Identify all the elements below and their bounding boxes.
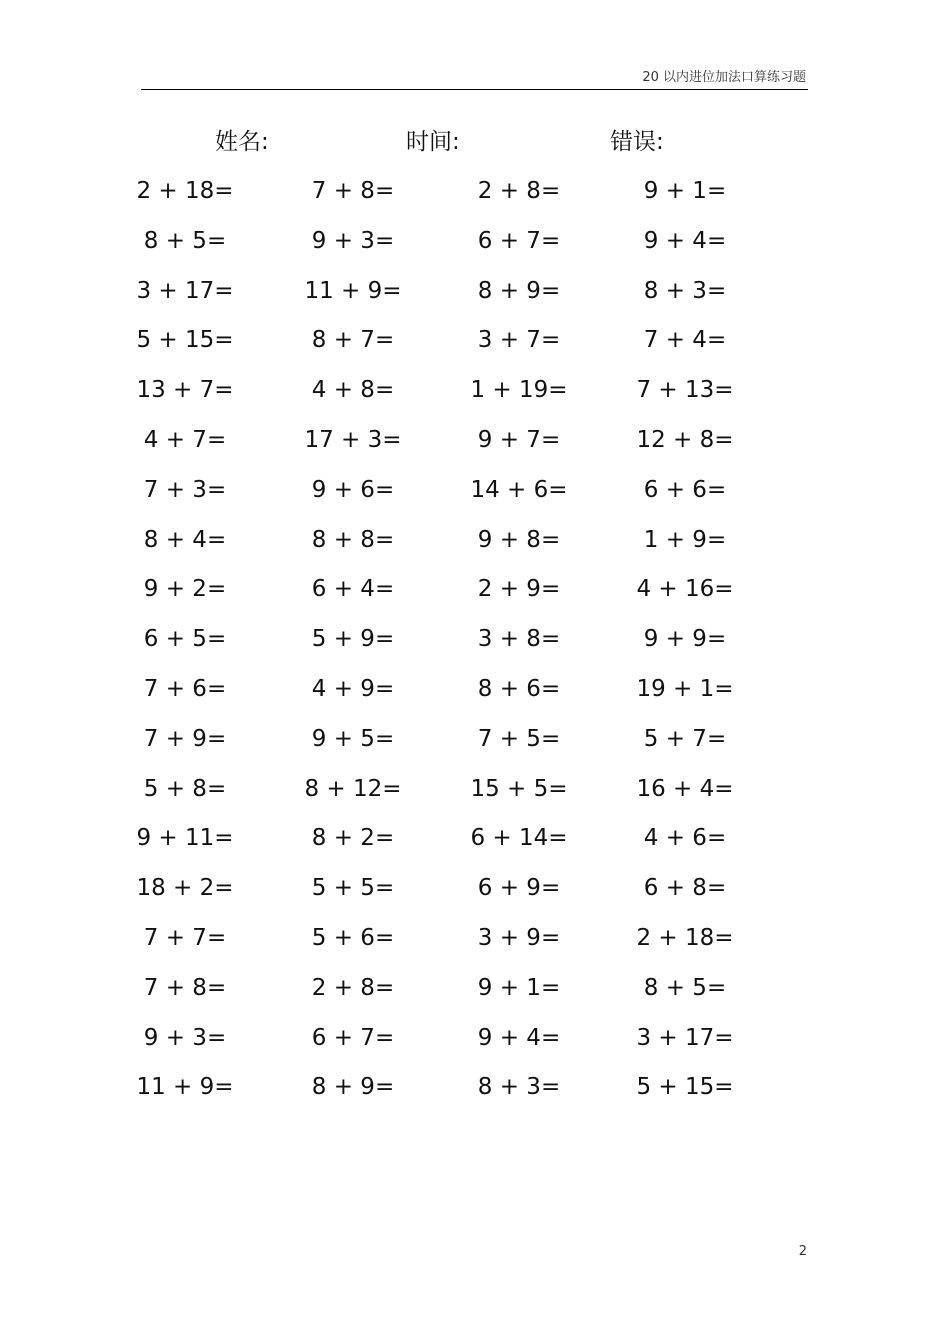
problem-cell: 7 + 13=	[636, 377, 734, 404]
problem-cell: 6 + 7=	[477, 227, 561, 254]
problem-cell: 4 + 8=	[311, 377, 395, 404]
time-label: 时间:	[406, 129, 460, 155]
problem-cell: 8 + 6=	[477, 676, 561, 702]
problem-cell: 8 + 9=	[311, 1074, 395, 1101]
problem-cell: 7 + 9=	[143, 725, 227, 752]
problem-cell: 3 + 7=	[477, 327, 561, 354]
problem-cell: 9 + 3=	[311, 227, 395, 254]
problem-cell: 9 + 6=	[311, 476, 395, 503]
problem-cell: 8 + 9=	[477, 277, 561, 304]
problem-cell: 11 + 9=	[136, 1074, 234, 1101]
problem-cell: 4 + 16=	[636, 576, 734, 603]
problem-cell: 8 + 8=	[311, 526, 395, 553]
problem-cell: 7 + 6=	[143, 676, 227, 702]
problem-cell: 5 + 8=	[143, 775, 227, 802]
problem-cell: 9 + 1=	[477, 974, 561, 1001]
problem-cell: 5 + 15=	[136, 327, 234, 354]
problem-cell: 9 + 4=	[477, 1024, 561, 1051]
problem-cell: 1 + 9=	[643, 526, 727, 553]
problem-cell: 7 + 7=	[143, 925, 227, 951]
problem-cell: 6 + 9=	[477, 875, 561, 902]
problem-cell: 13 + 7=	[136, 377, 234, 404]
problem-cell: 8 + 2=	[311, 825, 395, 852]
problem-cell: 8 + 7=	[311, 327, 395, 354]
problem-cell: 2 + 9=	[477, 576, 561, 603]
problem-cell: 6 + 14=	[470, 825, 568, 852]
problem-cell: 9 + 11=	[136, 825, 234, 852]
problem-cell: 15 + 5=	[470, 775, 568, 802]
problem-cell: 9 + 5=	[311, 725, 395, 752]
problem-cell: 2 + 18=	[636, 925, 734, 951]
problem-cell: 6 + 4=	[311, 576, 395, 603]
problem-cell: 7 + 3=	[143, 476, 227, 503]
problem-cell: 4 + 9=	[311, 676, 395, 702]
problem-cell: 2 + 18=	[136, 178, 234, 204]
problem-cell: 2 + 8=	[477, 178, 561, 204]
problem-cell: 1 + 19=	[470, 377, 568, 404]
problem-cell: 19 + 1=	[636, 676, 734, 702]
problem-cell: 6 + 7=	[311, 1024, 395, 1051]
problem-cell: 7 + 8=	[311, 178, 395, 204]
problem-cell: 7 + 8=	[143, 974, 227, 1001]
page-number: 2	[798, 1244, 807, 1259]
problem-cell: 9 + 1=	[643, 178, 727, 204]
problem-cell: 8 + 4=	[143, 526, 227, 553]
problem-cell: 6 + 6=	[643, 476, 727, 503]
problem-cell: 18 + 2=	[136, 875, 234, 902]
problem-cell: 6 + 5=	[143, 626, 227, 653]
problem-cell: 3 + 9=	[477, 925, 561, 951]
problem-cell: 4 + 7=	[143, 427, 227, 453]
problem-cell: 7 + 5=	[477, 725, 561, 752]
problem-cell: 7 + 4=	[643, 327, 727, 354]
problem-cell: 5 + 6=	[311, 925, 395, 951]
name-label: 姓名:	[215, 129, 269, 155]
problem-cell: 16 + 4=	[636, 775, 734, 802]
document-title: 20 以内进位加法口算练习题	[642, 70, 806, 85]
errors-label: 错误:	[610, 129, 664, 155]
problem-cell: 8 + 5=	[143, 227, 227, 254]
problem-cell: 11 + 9=	[304, 277, 402, 304]
problem-cell: 12 + 8=	[636, 427, 734, 453]
problem-cell: 2 + 8=	[311, 974, 395, 1001]
problem-cell: 5 + 7=	[643, 725, 727, 752]
problem-cell: 3 + 17=	[136, 277, 234, 304]
problem-cell: 5 + 15=	[636, 1074, 734, 1101]
problem-cell: 9 + 2=	[143, 576, 227, 603]
problem-cell: 9 + 9=	[643, 626, 727, 653]
problem-cell: 8 + 3=	[643, 277, 727, 304]
problem-cell: 6 + 8=	[643, 875, 727, 902]
problem-cell: 8 + 3=	[477, 1074, 561, 1101]
problem-cell: 9 + 4=	[643, 227, 727, 254]
problem-cell: 8 + 5=	[643, 974, 727, 1001]
problem-cell: 5 + 9=	[311, 626, 395, 653]
problem-cell: 9 + 3=	[143, 1024, 227, 1051]
problem-cell: 4 + 6=	[643, 825, 727, 852]
problem-cell: 17 + 3=	[304, 427, 402, 453]
problem-cell: 8 + 12=	[304, 775, 402, 802]
problem-cell: 3 + 8=	[477, 626, 561, 653]
problem-cell: 9 + 7=	[477, 427, 561, 453]
problem-cell: 5 + 5=	[311, 875, 395, 902]
problem-cell: 9 + 8=	[477, 526, 561, 553]
problem-cell: 14 + 6=	[470, 476, 568, 503]
problem-cell: 3 + 17=	[636, 1024, 734, 1051]
